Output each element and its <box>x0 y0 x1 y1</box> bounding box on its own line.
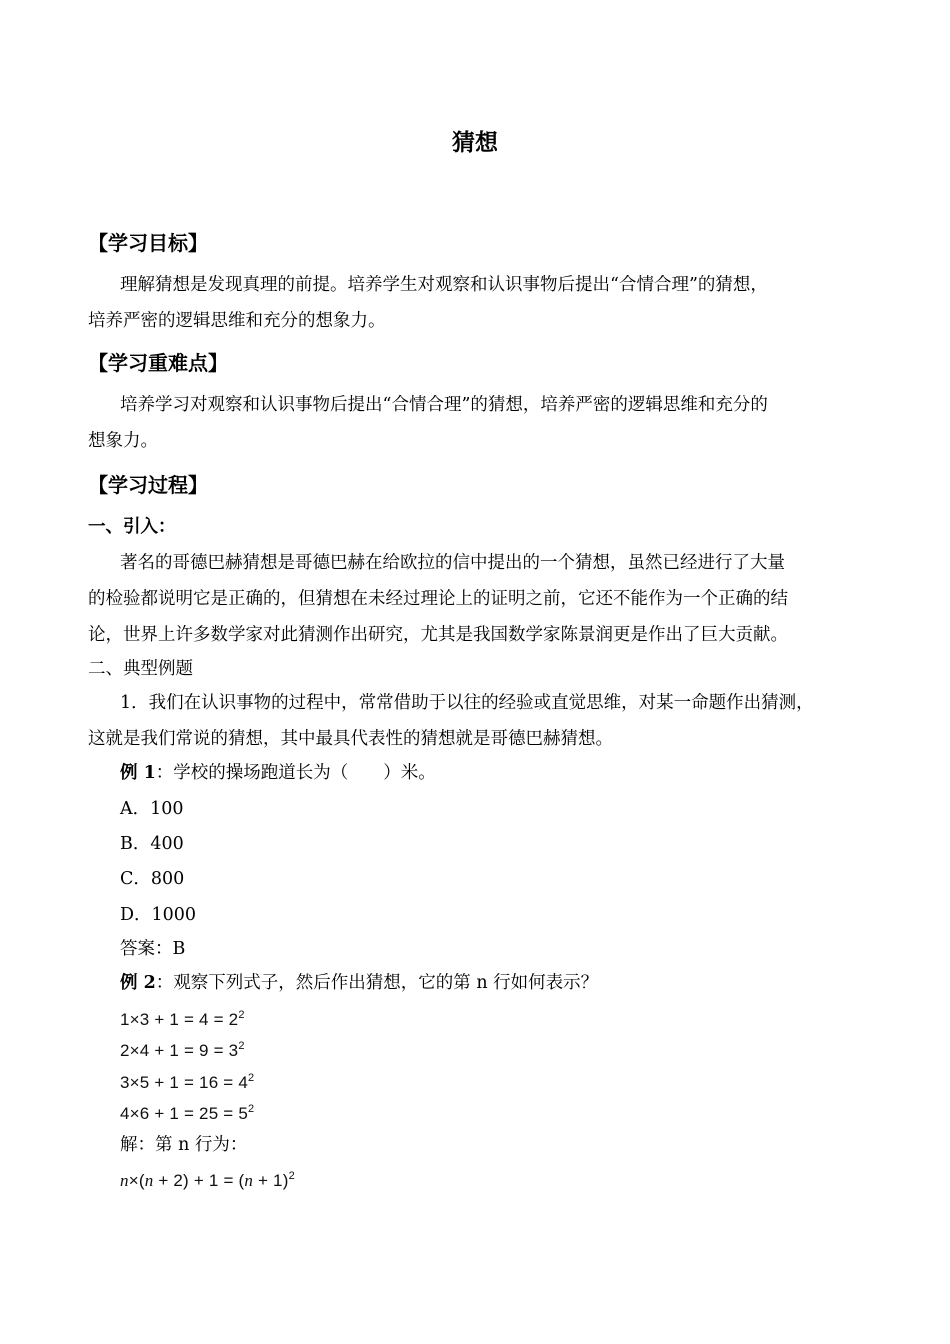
subheading-examples: 二、典型例题 <box>88 659 193 679</box>
formula-part: + 1) <box>253 1171 289 1190</box>
key-points-text-line: 培养学习对观察和认识事物后提出“合情合理”的猜想，培养严密的逻辑思维和充分的 <box>120 395 768 415</box>
example-2-text: ：观察下列式子，然后作出猜想，它的第 n 行如何表示？ <box>155 973 599 993</box>
section-heading-objectives: 【学习目标】 <box>88 231 208 255</box>
equation-3 <box>120 1063 254 1098</box>
subheading-intro: 一、引入： <box>88 517 176 537</box>
intro-text-line: 论，世界上许多数学家对此猜测作出研究，尤其是我国数学家陈景润更是作出了巨大贡献。 <box>88 625 788 645</box>
example-1-answer: 答案：B <box>120 939 186 959</box>
objectives-text-line: 培养严密的逻辑思维和充分的想象力。 <box>88 311 386 331</box>
page-title: 猜想 <box>452 130 498 156</box>
equation-1-exponent: 2 <box>238 1009 245 1021</box>
formula-n: n <box>144 1171 154 1190</box>
equation-4 <box>120 1094 254 1129</box>
option-d: D．1000 <box>120 905 197 925</box>
equation-4-body: 4×6 + 1 = 25 = 5 <box>120 1104 248 1123</box>
intro-text-line: 的检验都说明它是正确的，但猜想在未经过理论上的证明之前，它还不能作为一个正确的结 <box>88 589 788 609</box>
equation-2-body: 2×4 + 1 = 9 = 3 <box>120 1041 239 1060</box>
key-points-text-line: 想象力。 <box>88 431 158 451</box>
intro-text-line: 著名的哥德巴赫猜想是哥德巴赫在给欧拉的信中提出的一个猜想，虽然已经进行了大量 <box>120 553 785 573</box>
equation-1-body: 1×3 + 1 = 4 = 2 <box>120 1010 239 1029</box>
equation-1 <box>120 1000 245 1035</box>
option-a: A．100 <box>120 799 184 819</box>
examples-text-line: 1．我们在认识事物的过程中，常常借助于以往的经验或直觉思维，对某一命题作出猜测， <box>120 693 814 713</box>
example-1-text: ：学校的操场跑道长为（ ）米。 <box>155 763 436 783</box>
example-2-label: 例 2 <box>120 973 156 993</box>
option-c: C．800 <box>120 869 185 889</box>
objectives-text-line: 理解猜想是发现真理的前提。培养学生对观察和认识事物后提出“合情合理”的猜想， <box>120 275 768 295</box>
general-formula <box>120 1161 295 1196</box>
examples-text-line: 这就是我们常说的猜想，其中最具代表性的猜想就是哥德巴赫猜想。 <box>88 729 613 749</box>
equation-2-exponent: 2 <box>238 1040 245 1052</box>
section-heading-key-points: 【学习重难点】 <box>88 351 228 375</box>
example-2-solution-label: 解：第 n 行为： <box>120 1135 248 1155</box>
option-b: B．400 <box>120 834 184 854</box>
formula-n: n <box>120 1171 129 1190</box>
formula-part: + 2) + 1 = ( <box>153 1171 245 1190</box>
formula-part: ×( <box>128 1171 145 1190</box>
equation-3-body: 3×5 + 1 = 16 = 4 <box>120 1073 248 1092</box>
example-1-label: 例 1 <box>120 763 156 783</box>
formula-n: n <box>244 1171 254 1190</box>
equation-2 <box>120 1031 245 1066</box>
example-2-question <box>120 968 598 998</box>
equation-4-exponent: 2 <box>247 1103 255 1115</box>
equation-3-exponent: 2 <box>247 1072 255 1084</box>
section-heading-process: 【学习过程】 <box>88 473 208 497</box>
example-1-question <box>120 758 436 788</box>
formula-exponent: 2 <box>288 1170 295 1182</box>
